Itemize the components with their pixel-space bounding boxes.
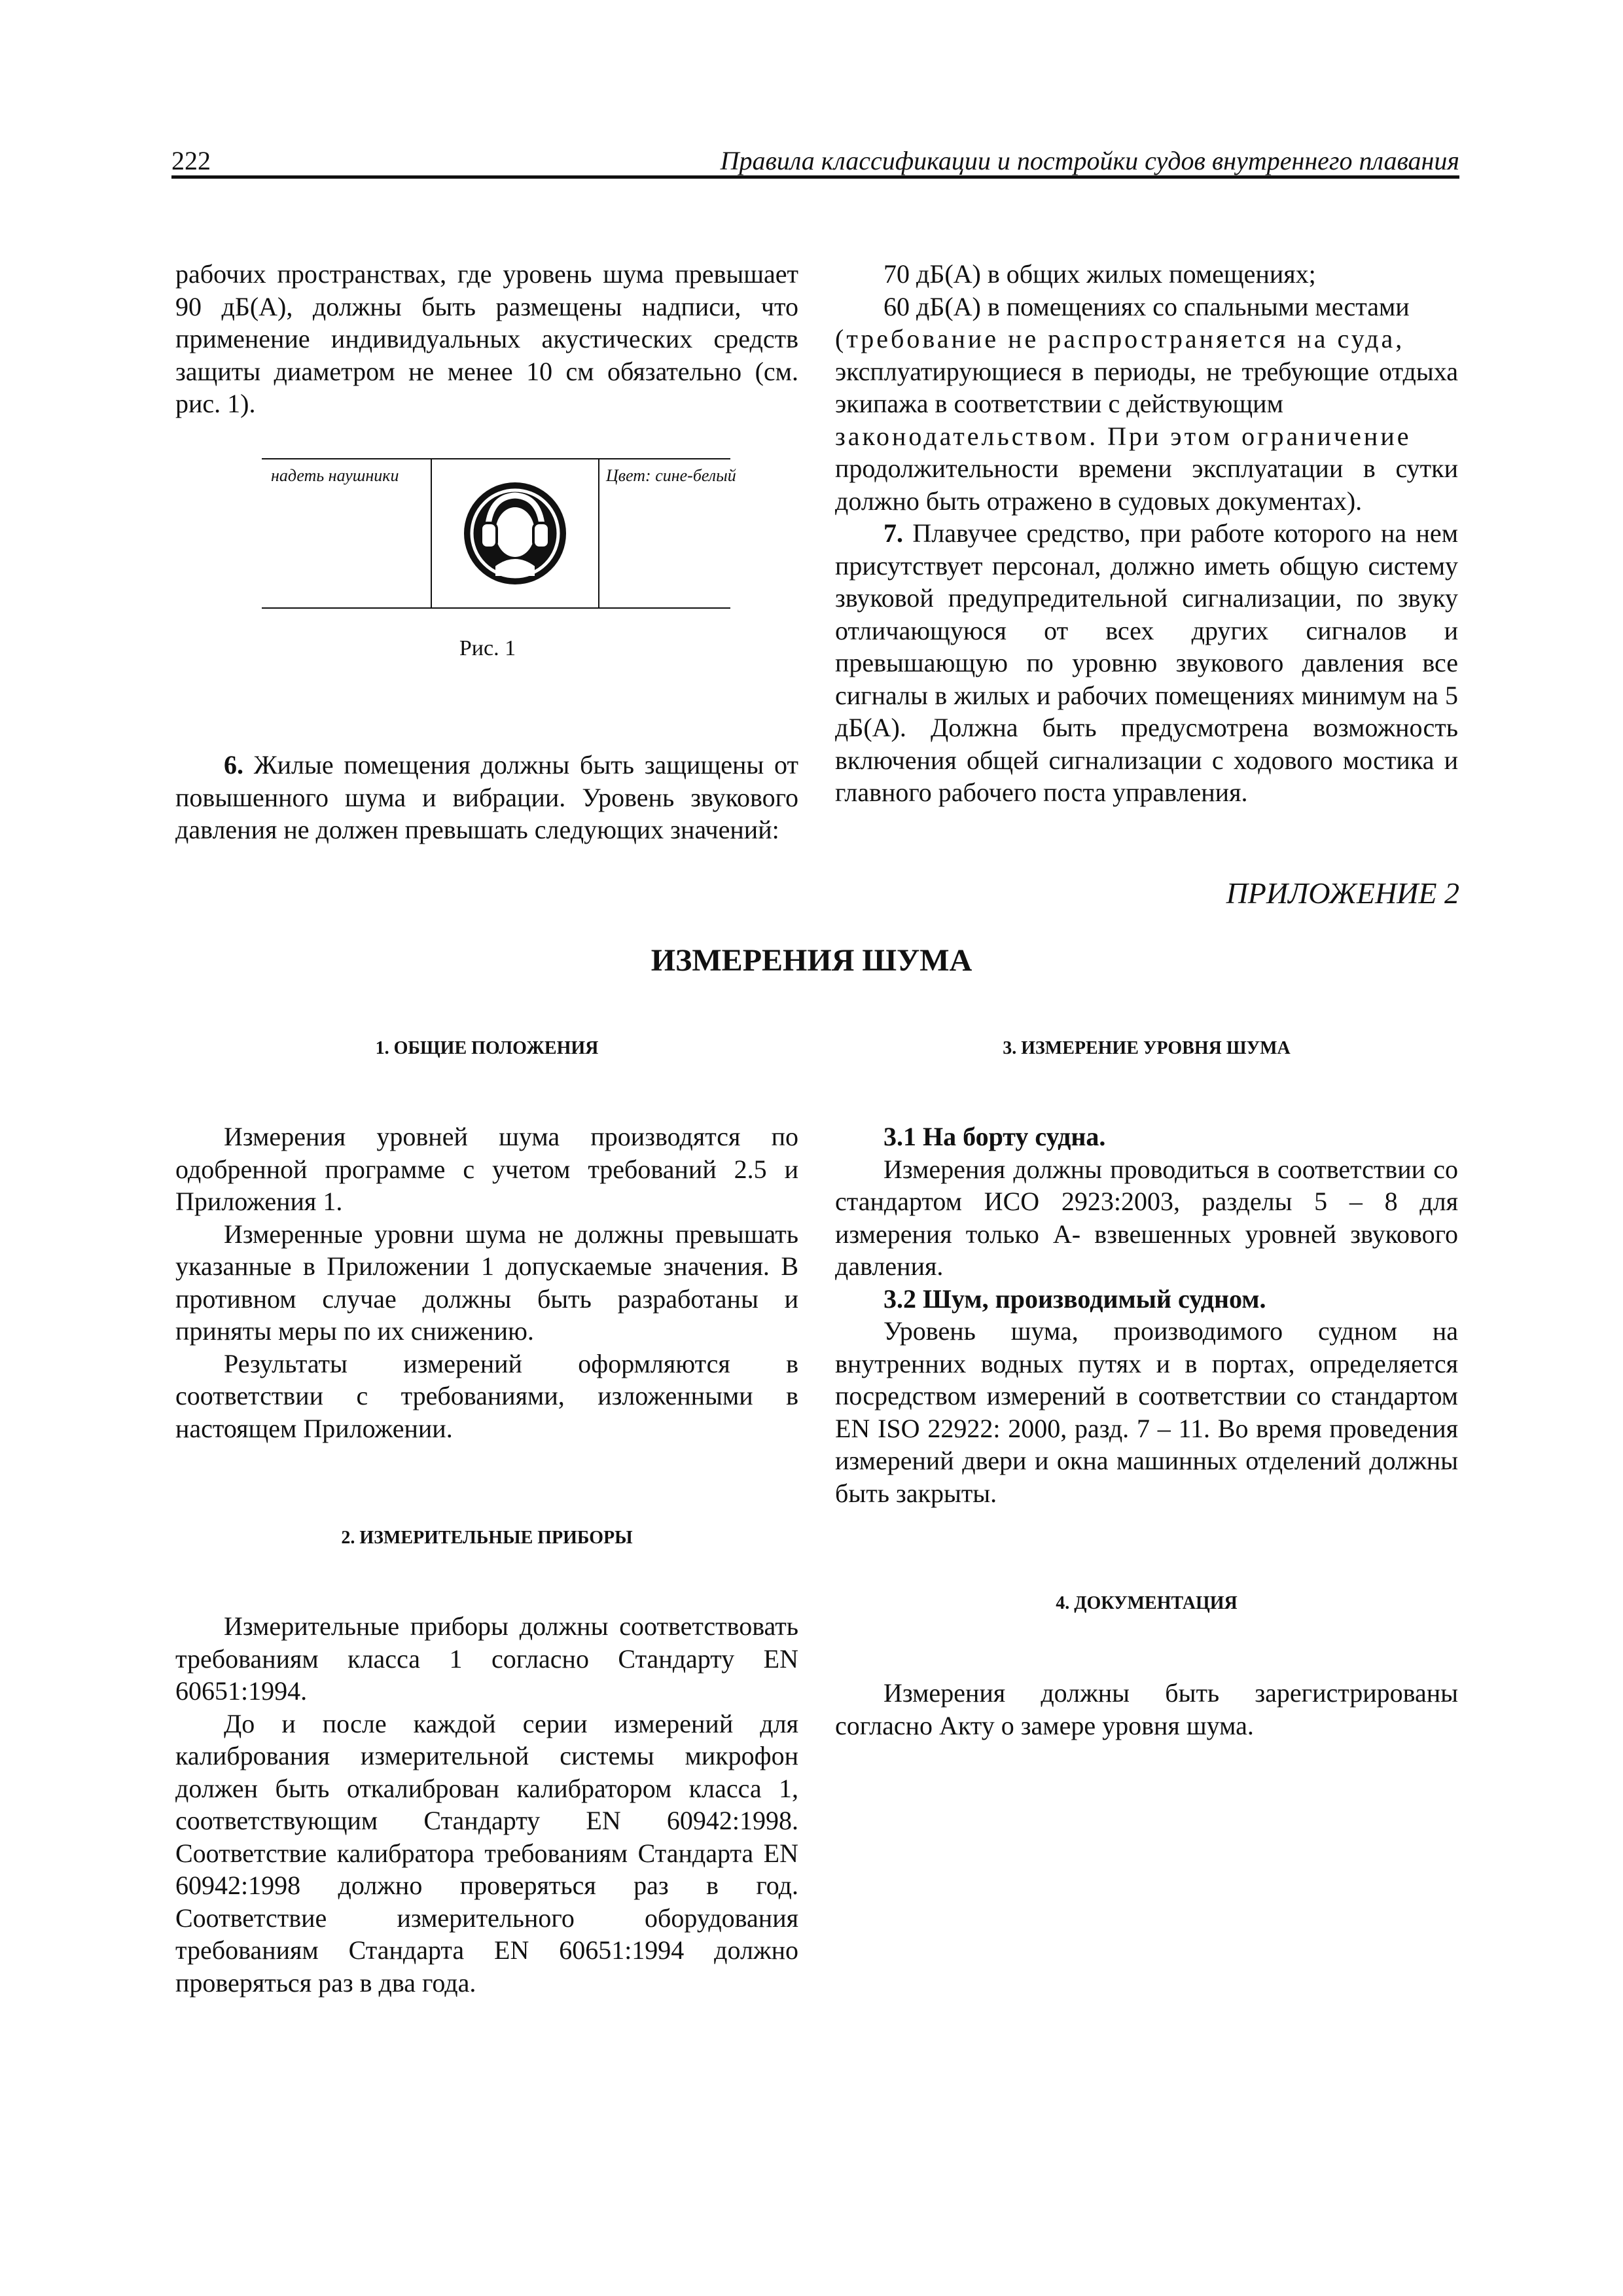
section-4-p1: Измерения должны быть зарегистрированы согласно Акту о замере уровня шума. (835, 1678, 1458, 1740)
section-4-body (835, 1677, 1458, 1742)
running-title: Правила классификации и постройки судов внутреннего плавания (720, 146, 1459, 175)
section-3-1-text: Измерения должны проводиться в соответствии со стандартом ИСО 2923:2003, разделы 5 – 8 для измерения только А- взвешенных уровней звукового давления. (835, 1154, 1458, 1281)
appendix-label: ПРИЛОЖЕНИЕ 2 (1226, 876, 1459, 910)
figure-label-right: Цвет: сине-белый (606, 466, 736, 485)
section-1-p3: Результаты измерений оформляются в соответствии с требованиями, изложенными в настоящем Приложении. (175, 1348, 798, 1443)
top-right-column (835, 258, 1458, 809)
limit-line-2d: законодательством. При этом ограничение (835, 421, 1412, 451)
section-4-heading: 4. ДОКУМЕНТАЦИЯ (1056, 1593, 1238, 1613)
limit-line-2b: (требование не распространяется на суда, (835, 324, 1405, 353)
section-2-p2: До и после каждой серии измерений для калибрования измерительной системы микрофон должен быть откалиброван калибратором класса 1, соответствующим Стандарту EN 60942:1998. Соответствие калибратора требованиям Стандарта EN 60942:1998 должно проверяться раз в год. Соответствие измерительного оборудования требованиям Стандарта EN 60651:1994 должно проверяться раз в два года. (175, 1708, 798, 1998)
figure-top-line (262, 458, 730, 459)
limit-line-1: 70 дБ(А) в общих жилых помещениях; (883, 259, 1316, 289)
limit-line-2c: эксплуатирующиеся в периоды, не требующие отдыха экипажа в соответствии с действующим (835, 356, 1458, 418)
section-3-2-text: Уровень шума, производимого судном на внутренних водных путях и в портах, определяется посредством измерений в соответствии со стандартом EN ISO 22922: 2000, разд. 7 – 11. Во время проведения измерений двери и окна машинных отделений должны быть закрыты. (835, 1316, 1458, 1508)
section-3-heading: 3. ИЗМЕРЕНИЕ УРОВНЯ ШУМА (1003, 1038, 1291, 1058)
ear-protection-icon (450, 481, 580, 612)
section-2-p1: Измерительные приборы должны соответствовать требованиям класса 1 согласно Стандарту EN 60651:1994. (175, 1611, 798, 1706)
figure-1 (262, 458, 736, 609)
section-3-2-title: 3.2 Шум, производимый судном. (883, 1283, 1266, 1314)
main-title: ИЗМЕРЕНИЯ ШУМА (651, 943, 972, 978)
limit-line-2a: 60 дБ(А) в помещениях со спальными местами (883, 291, 1410, 321)
figure-divider-left (431, 458, 432, 609)
item-6-number: 6. (224, 750, 243, 780)
item-6-text: Жилые помещения должны быть защищены от повышенного шума и вибрации. Уровень звукового давления не должен превышать следующих значений: (175, 750, 798, 844)
section-2-body (175, 1610, 798, 1999)
section-3-body (835, 1121, 1458, 1509)
section-3-1-title: 3.1 На борту судна. (883, 1122, 1106, 1151)
section-1-p2: Измеренные уровни шума не должны превышать указанные в Приложении 1 допускаемые значения. В противном случае должны быть разработаны и приняты меры по их снижению. (175, 1219, 798, 1346)
header-rule (171, 175, 1459, 179)
figure-label-left: надеть наушники (271, 466, 399, 485)
figure-caption: Рис. 1 (459, 636, 516, 660)
item-6 (175, 749, 798, 846)
section-1-body (175, 1121, 798, 1444)
section-1-p1: Измерения уровней шума производятся по одобренной программе с учетом требований 2.5 и Приложения 1. (175, 1122, 798, 1216)
intro-paragraph: рабочих пространствах, где уровень шума превышает 90 дБ(А), должны быть размещены надписи, что применение индивидуальных акустических средств защиты диаметром не менее 10 см обязательно (см. рис. 1). (175, 259, 798, 418)
section-2-heading: 2. ИЗМЕРИТЕЛЬНЫЕ ПРИБОРЫ (341, 1528, 633, 1548)
top-left-column (175, 258, 798, 420)
limit-line-2e: продолжительности времени эксплуатации в сутки должно быть отражено в судовых документах). (835, 454, 1458, 516)
item-7-text: Плавучее средство, при работе которого на нем присутствует персонал, должно иметь общую систему звуковой предупредительной сигнализации, по звуку отличающуюся от всех других сигналов и превышающую по уровню звукового давления все сигналы в жилых и рабочих помещениях минимум на 5 дБ(А). Должна быть предусмотрена возможность включения общей сигнализации с ходового мостика и главного рабочего поста управления. (835, 518, 1458, 807)
page-number: 222 (171, 146, 211, 175)
item-7-number: 7. (883, 518, 903, 548)
figure-divider-right (598, 458, 599, 609)
section-1-heading: 1. ОБЩИЕ ПОЛОЖЕНИЯ (375, 1038, 599, 1058)
